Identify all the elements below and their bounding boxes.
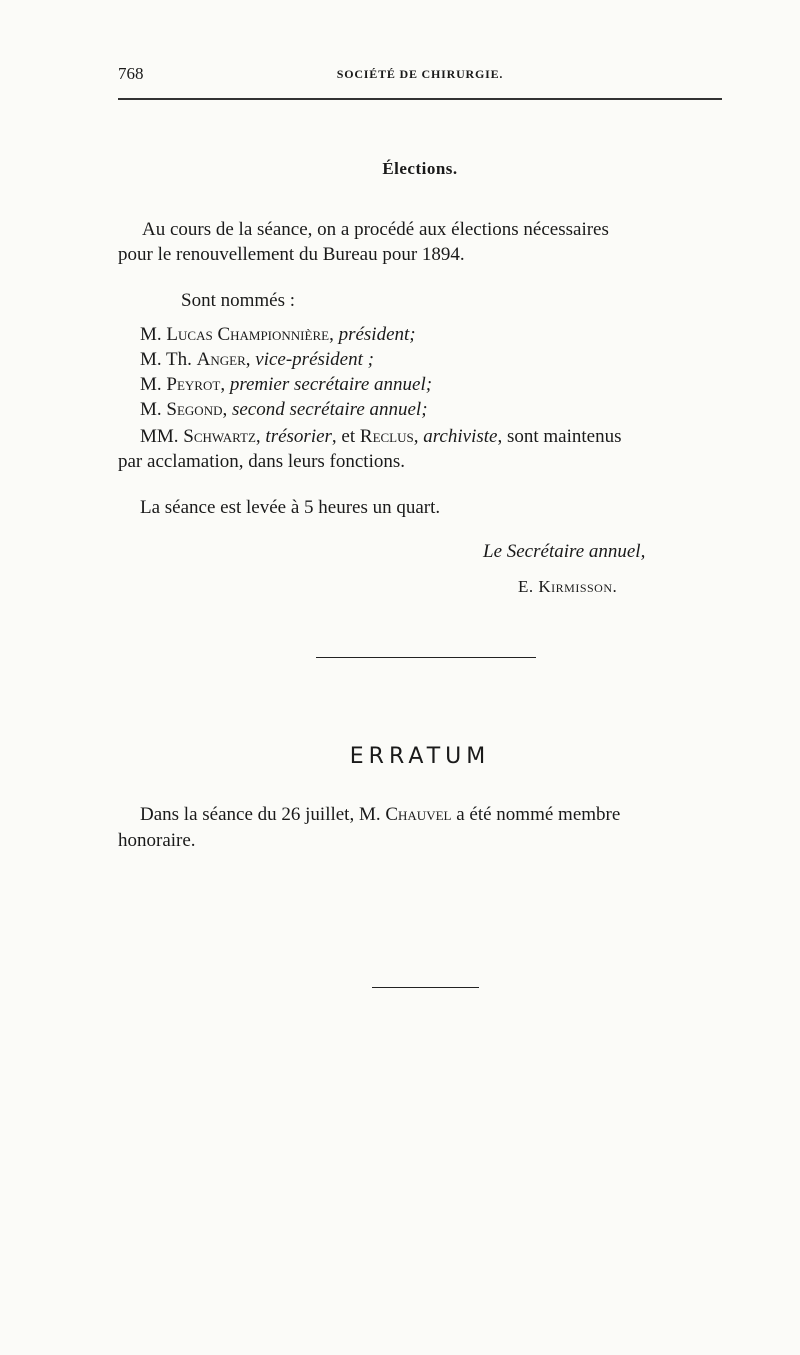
erratum-title: ERRATUM <box>349 744 491 769</box>
nomination-separator: , <box>329 324 339 345</box>
nomination-line <box>140 322 416 347</box>
nominee-name: Lucas Championnière <box>166 324 330 345</box>
signature-role: Le Secrétaire annuel, <box>483 541 646 562</box>
elections-intro-line-1: Au cours de la séance, on a procédé aux élections nécessaires <box>142 219 609 240</box>
nomination-prefix: M. <box>140 374 167 395</box>
maintained-line-1 <box>140 424 621 449</box>
page-number: 768 <box>118 64 144 83</box>
nomination-prefix: M. <box>140 399 167 420</box>
treasurer-name: Schwartz <box>183 426 256 447</box>
nomination-separator: , <box>220 374 230 395</box>
end-divider <box>372 987 479 988</box>
maintained-suffix: , sont maintenus <box>497 426 622 447</box>
treasurer-role: trésorier <box>265 426 332 447</box>
elections-intro-line-2: pour le renouvellement du Bureau pour 1894. <box>118 244 465 265</box>
nomination-prefix: M. Th. <box>140 349 197 370</box>
nominee-role: président; <box>338 324 416 345</box>
closing-line: La séance est levée à 5 heures un quart. <box>140 497 441 518</box>
nominee-role: premier secrétaire annuel; <box>229 374 433 395</box>
nomination-separator: , <box>245 349 256 370</box>
erratum-name: Chauvel <box>385 804 452 825</box>
maintained-line-2: par acclamation, dans leurs fonctions. <box>118 451 406 472</box>
nominee-name: Peyrot <box>166 374 221 395</box>
erratum-text-prefix: Dans la séance du 26 juillet, M. <box>140 804 386 825</box>
maintained-conjunction: , et <box>331 426 360 447</box>
named-label: Sont nommés : <box>181 290 296 311</box>
signature-name: E. Kirmisson. <box>518 577 618 596</box>
nomination-separator: , <box>222 399 232 420</box>
erratum-line-1 <box>140 802 620 827</box>
nominee-role: second secrétaire annuel; <box>231 399 428 420</box>
nomination-prefix: M. <box>140 324 167 345</box>
nomination-line <box>140 347 374 372</box>
maintained-prefix: MM. <box>140 426 184 447</box>
erratum-line-2: honoraire. <box>118 830 196 851</box>
archivist-name: Reclus <box>359 426 414 447</box>
erratum-text-suffix: a été nommé membre <box>451 804 621 825</box>
nominee-name: Anger <box>196 349 246 370</box>
nomination-line <box>140 372 432 397</box>
nomination-line <box>140 397 428 422</box>
archivist-role: archiviste <box>423 426 498 447</box>
section-divider <box>316 657 536 658</box>
header-rule <box>118 98 722 100</box>
maintained-separator: , <box>255 426 266 447</box>
nominee-name: Segond <box>166 399 223 420</box>
running-head: SOCIÉTÉ DE CHIRURGIE. <box>336 67 504 81</box>
maintained-separator: , <box>413 426 424 447</box>
nominee-role: vice-président ; <box>255 349 374 370</box>
section-title: Élections. <box>382 159 458 178</box>
